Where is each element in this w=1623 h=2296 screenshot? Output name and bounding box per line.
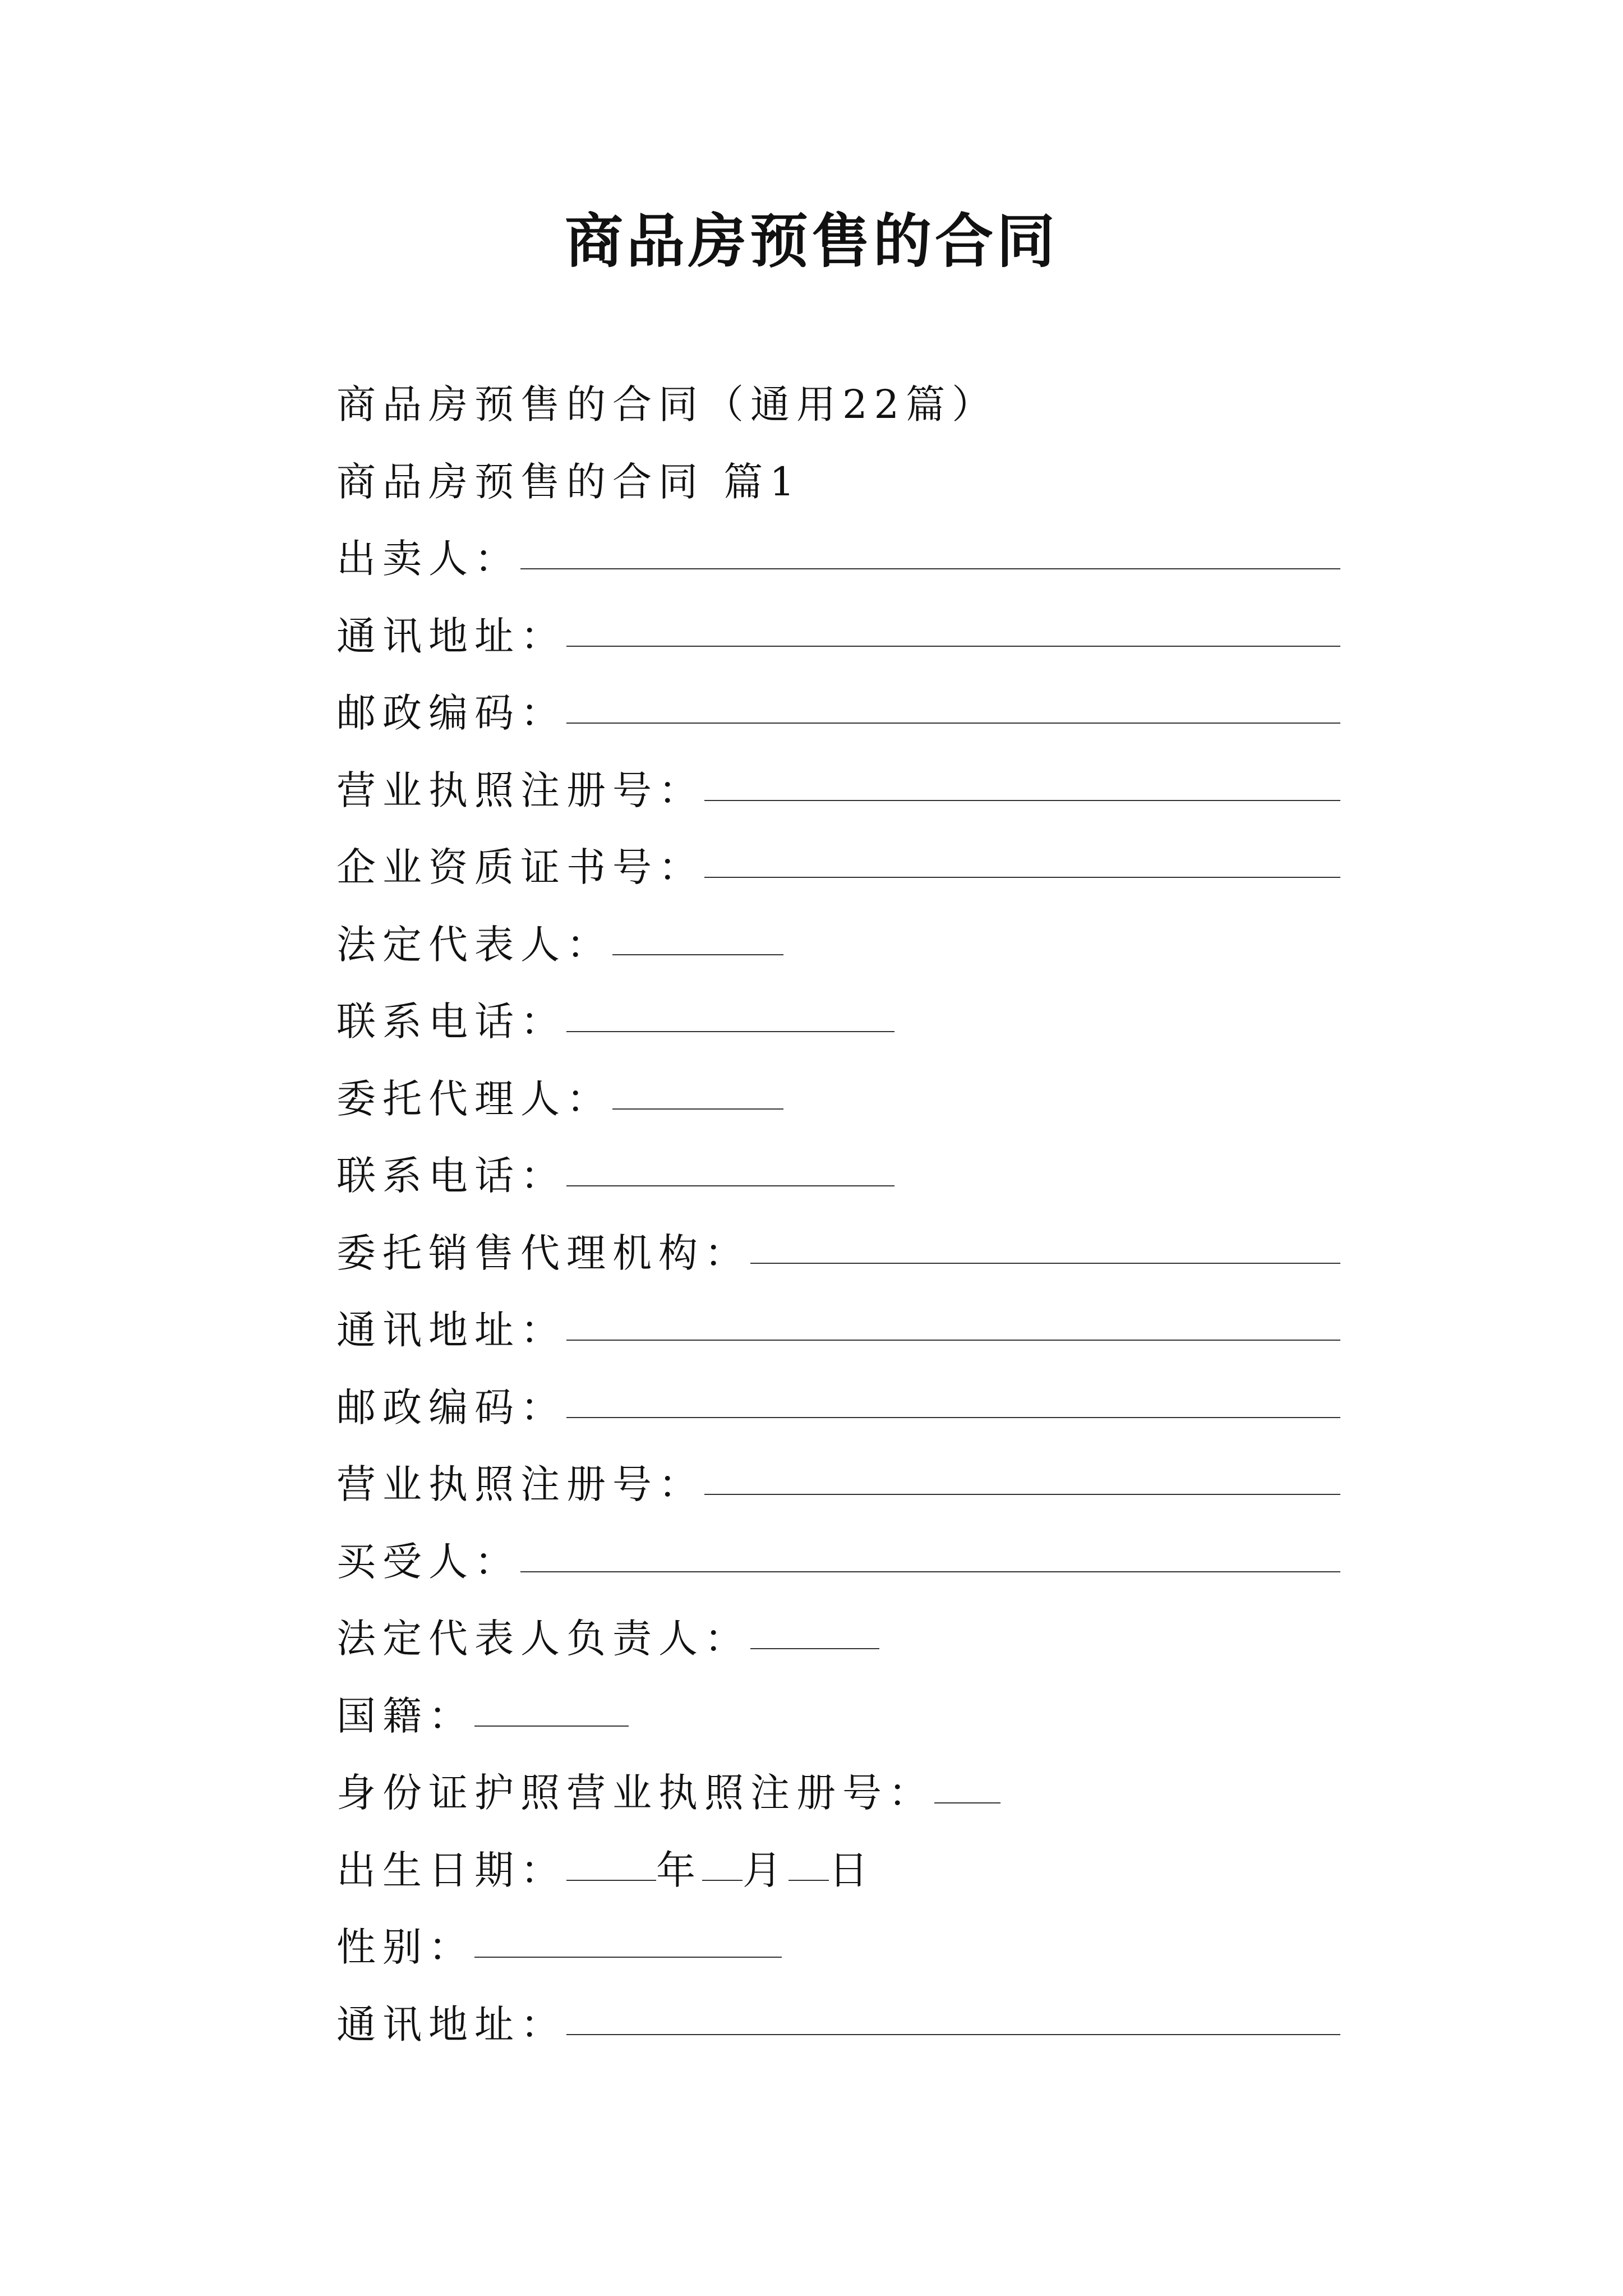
- form-field-address: [336, 1305, 1340, 1382]
- fill-in-blank: [474, 1922, 782, 1958]
- field-label: 法定代表人负责人：: [336, 1616, 750, 1662]
- field-label: 企业资质证书号：: [336, 844, 704, 890]
- field-label: 联系电话：: [336, 1153, 566, 1199]
- form-field-phone: [336, 1151, 1340, 1228]
- field-label: 法定代表人：: [336, 921, 612, 968]
- year-blank: [566, 1845, 656, 1881]
- field-label: 通讯地址：: [336, 613, 566, 659]
- fill-in-blank: [612, 1074, 783, 1110]
- form-field-nationality: [336, 1691, 1340, 1768]
- day-unit: 日: [829, 1847, 875, 1893]
- day-blank: [789, 1845, 829, 1881]
- form-field-address: [336, 611, 1340, 688]
- field-label: 通讯地址：: [336, 2001, 566, 2047]
- fill-in-blank: [704, 842, 1340, 878]
- field-label: 邮政编码：: [336, 1384, 566, 1430]
- form-field-id-passport: [336, 1768, 1340, 1845]
- fill-in-blank: [704, 1459, 1340, 1495]
- form-field-qualification-cert: [336, 842, 1340, 919]
- field-label: 委托代理人：: [336, 1075, 612, 1122]
- field-label: 通讯地址：: [336, 1307, 566, 1353]
- field-label: 出生日期：: [336, 1847, 566, 1893]
- month-unit: 月: [743, 1847, 789, 1893]
- section-heading-line: [336, 457, 1340, 534]
- form-field-gender: [336, 1922, 1340, 1999]
- form-field-postcode: [336, 688, 1340, 765]
- fill-in-blank: [750, 1613, 879, 1649]
- document-title: 商品房预售的合同: [564, 206, 1058, 275]
- field-label: 邮政编码：: [336, 690, 566, 736]
- fill-in-blank: [474, 1691, 629, 1727]
- month-blank: [702, 1845, 743, 1881]
- fill-in-blank: [566, 1305, 1340, 1341]
- fill-in-blank: [934, 1768, 1000, 1803]
- form-field-sales-agency: [336, 1228, 1340, 1305]
- fill-in-blank: [520, 533, 1340, 569]
- form-field-agent: [336, 1074, 1340, 1151]
- field-label: 出卖人：: [336, 536, 520, 582]
- form-field-seller: [336, 533, 1340, 611]
- form-field-birth-date: [336, 1845, 1340, 1922]
- document-body: [336, 379, 1340, 2076]
- fill-in-blank: [612, 919, 783, 955]
- fill-in-blank: [566, 1999, 1340, 2035]
- fill-in-blank: [566, 996, 895, 1032]
- fill-in-blank: [520, 1536, 1340, 1572]
- field-label: 性别：: [336, 1924, 474, 1970]
- form-field-postcode: [336, 1382, 1340, 1460]
- fill-in-blank: [566, 1382, 1340, 1418]
- section-heading: 商品房预售的合同 篇1: [336, 458, 801, 505]
- field-label: 国籍：: [336, 1692, 474, 1739]
- fill-in-blank: [566, 688, 1340, 724]
- subtitle-line: [336, 379, 1340, 457]
- fill-in-blank: [704, 765, 1340, 801]
- form-field-phone: [336, 996, 1340, 1074]
- form-field-buyer: [336, 1536, 1340, 1614]
- form-field-business-license: [336, 1459, 1340, 1536]
- fill-in-blank: [566, 1151, 895, 1186]
- field-label: 营业执照注册号：: [336, 1461, 704, 1507]
- subtitle: 商品房预售的合同（通用22篇）: [336, 381, 998, 427]
- fill-in-blank: [750, 1228, 1340, 1264]
- form-field-address: [336, 1999, 1340, 2077]
- field-label: 委托销售代理机构：: [336, 1230, 750, 1276]
- field-label: 买受人：: [336, 1538, 520, 1585]
- field-label: 营业执照注册号：: [336, 767, 704, 813]
- form-field-business-license: [336, 765, 1340, 843]
- year-unit: 年: [656, 1847, 702, 1893]
- form-field-legal-rep-responsible: [336, 1613, 1340, 1691]
- form-field-legal-rep: [336, 919, 1340, 997]
- field-label: 身份证护照营业执照注册号：: [336, 1770, 934, 1816]
- field-label: 联系电话：: [336, 999, 566, 1045]
- fill-in-blank: [566, 611, 1340, 647]
